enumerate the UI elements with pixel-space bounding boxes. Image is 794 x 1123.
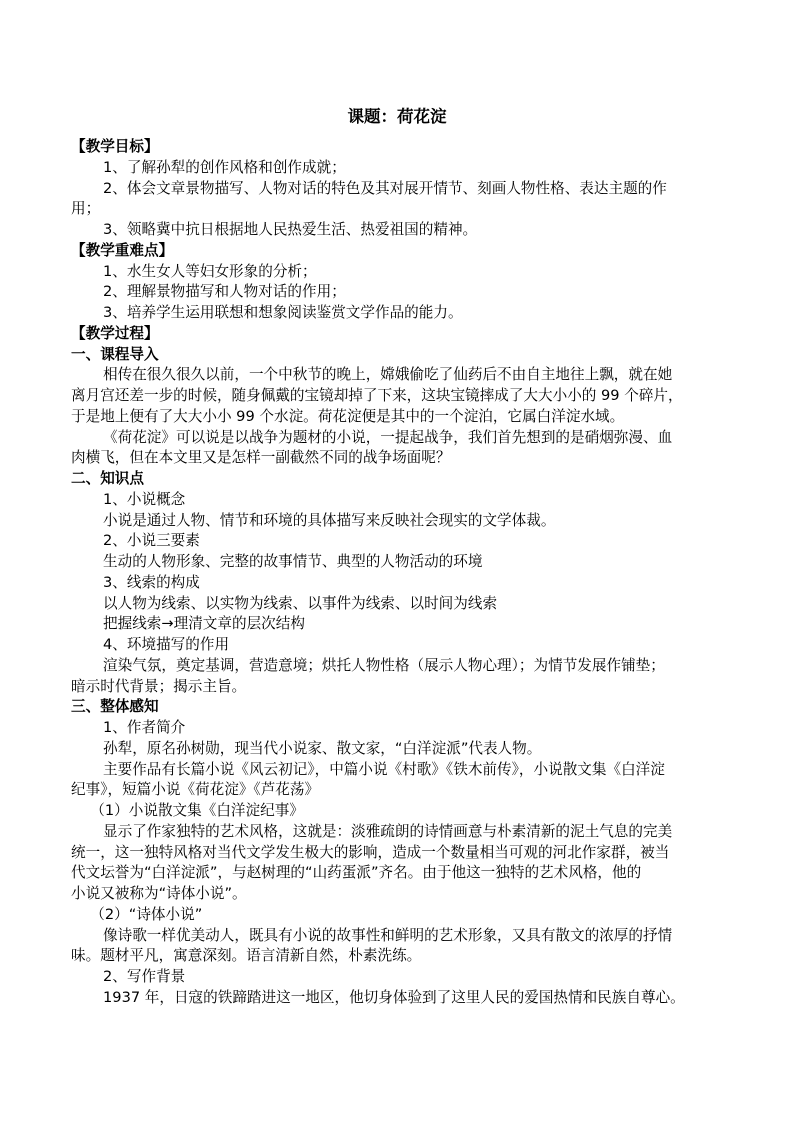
paragraph-line: 纪事》，短篇小说《荷花淀》《芦花荡》	[71, 781, 320, 799]
section-heading: 一、课程导入	[71, 345, 159, 363]
paragraph-line: 1、作者简介	[103, 719, 186, 736]
paragraph-line: 1、水生女人等妇女形象的分析；	[103, 262, 317, 280]
paragraph-line: 1、了解孙犁的创作风格和创作成就；	[103, 158, 346, 176]
paragraph-line: 3、领略冀中抗日根据地人民热爱生活、热爱祖国的精神。	[103, 221, 478, 238]
paragraph-line: 相传在很久很久以前，一个中秋节的晚上，嫦娥偷吃了仙药后不由自主地往上飘，就在她	[103, 366, 673, 384]
paragraph-line: 生动的人物形象、完整的故事情节、典型的人物活动的环境	[103, 553, 483, 570]
paragraph-line: 2、写作背景	[103, 968, 186, 985]
paragraph-line: 小说又被称为“诗体小说”。	[71, 885, 247, 902]
paragraph-line: 1、小说概念	[103, 490, 186, 508]
paragraph-line: 离月宫还差一步的时候，随身佩戴的宝镜却掉了下来，这块宝镜摔成了大大小小的 99 个碎片，	[71, 387, 683, 404]
section-heading: 三、整体感知	[71, 698, 159, 716]
paragraph-line: 2、小说三要素	[103, 532, 200, 550]
section-heading: 【教学重难点】	[71, 241, 174, 259]
paragraph-line: 渲染气氛，奠定基调，营造意境；烘托人物性格（展示人物心理）；为情节发展作铺垫；	[103, 656, 665, 674]
paragraph-line: 3、线索的构成	[103, 573, 200, 591]
paragraph-line: 把握线索→理清文章的层次结构	[103, 615, 305, 633]
paragraph-line: 《荷花淀》可以说是以战争为题材的小说，一提起战争，我们首先想到的是硝烟弥漫、血	[103, 428, 673, 446]
paragraph-line: 用；	[71, 200, 101, 218]
paragraph-line: 1937 年，日寇的铁蹄踏进这一地区，他切身体验到了这里人民的爱国热情和民族自尊心。	[103, 988, 685, 1006]
paragraph-line: 于是地上便有了大大小小 99 个水淀。荷花淀便是其中的一个淀泊，它属白洋淀水域。	[71, 407, 625, 425]
section-heading: 【教学目标】	[71, 138, 159, 155]
paragraph-line: 3、培养学生运用联想和想象阅读鉴赏文学作品的能力。	[103, 304, 463, 321]
paragraph-line: 以人物为线索、以实物为线索、以事件为线索、以时间为线索	[103, 594, 498, 612]
paragraph-line: 暗示时代背景；揭示主旨。	[71, 677, 247, 695]
section-heading: 【教学过程】	[71, 324, 159, 342]
page-title: 课题：荷花淀	[347, 107, 447, 126]
paragraph-line: 小说是通过人物、情节和环境的具体描写来反映社会现实的文学体裁。	[103, 511, 556, 529]
paragraph-line: 2、理解景物描写和人物对话的作用；	[103, 283, 346, 301]
paragraph-line: 代文坛誉为“白洋淀派”，与赵树理的“山药蛋派”齐名。由于他这一独特的艺术风格，他的	[71, 864, 642, 882]
section-heading: 二、知识点	[71, 470, 144, 487]
paragraph-line: （1）小说散文集《白洋淀纪事》	[83, 802, 304, 819]
paragraph-line: （2）“诗体小说”	[83, 905, 203, 923]
paragraph-line: 4、环境描写的作用	[103, 636, 230, 653]
paragraph-line: 统一，这一独特风格对当代文学发生极大的影响，造成一个数量相当可观的河北作家群，被当	[71, 843, 670, 861]
paragraph-line: 主要作品有长篇小说《风云初记》，中篇小说《村歌》《铁木前传》，小说散文集《白洋淀	[103, 760, 665, 778]
paragraph-line: 像诗歌一样优美动人，既具有小说的故事性和鲜明的艺术形象，又具有散文的浓厚的抒情	[103, 926, 673, 944]
paragraph-line: 味。题材平凡，寓意深刻。语言清新自然，朴素洗练。	[71, 947, 422, 965]
paragraph-line: 孙犁，原名孙树勋，现当代小说家、散文家，“白洋淀派”代表人物。	[103, 739, 542, 757]
paragraph-line: 2、体会文章景物描写、人物对话的特色及其对展开情节、刻画人物性格、表达主题的作	[103, 179, 667, 197]
paragraph-line: 肉横飞，但在本文里又是怎样一副截然不同的战争场面呢？	[71, 449, 451, 467]
paragraph-line: 显示了作家独特的艺术风格，这就是：淡雅疏朗的诗情画意与朴素清新的泥土气息的完美	[103, 822, 673, 840]
